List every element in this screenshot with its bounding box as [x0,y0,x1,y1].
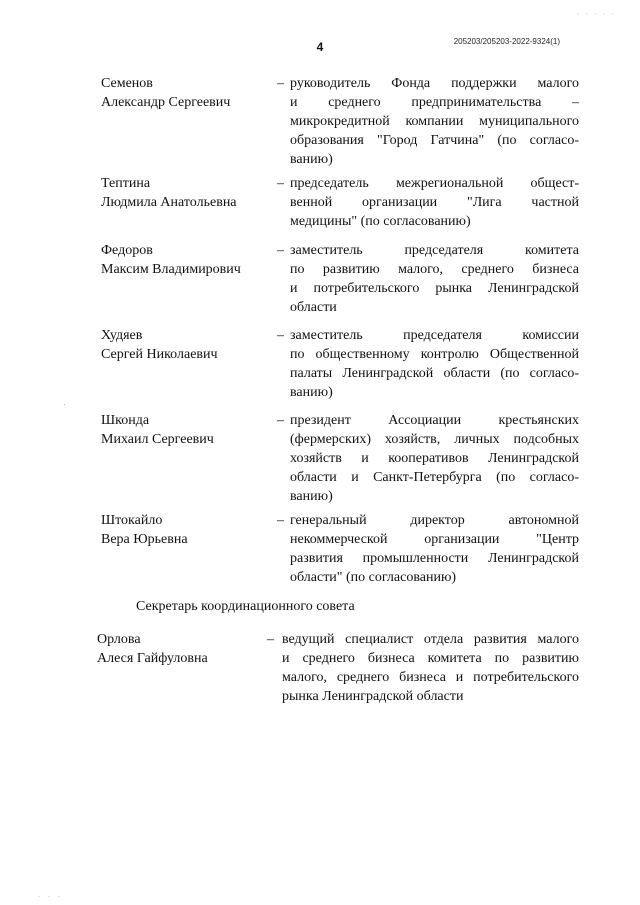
member-given-names: Сергей Николаевич [101,347,218,362]
role-line: генеральный директор автономной [290,513,579,528]
role-line: заместитель председателя комитета [290,243,579,258]
role-line: ванию) [290,489,333,504]
dash-separator: – [277,513,284,528]
role-line: руководитель Фонда поддержки малого [290,76,579,91]
member-role [290,241,579,317]
role-line: (фермерских) хозяйств, личных подсобных [290,432,579,447]
member-role [290,74,579,169]
scan-speck [64,404,65,405]
role-line: ванию) [290,385,333,400]
secretary-role [282,630,579,706]
scan-corner-mark: · · · · · [576,10,616,19]
member-name [101,411,271,449]
member-name [101,241,271,279]
role-line: области [290,300,337,315]
member-surname: Тептина [101,176,151,191]
member-role [290,511,579,587]
role-line: медицины" (по согласованию) [290,214,471,229]
secretary-surname: Орлова [97,632,141,647]
scan-bottom-mark: . . . [38,890,63,899]
role-line: микрокредитной компании муниципального [290,114,579,129]
dash-separator: – [267,632,274,647]
role-line: развития промышленности Ленинградской [290,551,579,566]
secretary-name [97,630,267,668]
role-line: и среднего бизнеса комитета по развитию [282,651,579,666]
member-given-names: Максим Владимирович [101,262,241,277]
member-role [290,411,579,506]
role-line: президент Ассоциации крестьянских [290,413,579,428]
member-given-names: Александр Сергеевич [101,95,231,110]
member-surname: Штокайло [101,513,163,528]
dash-separator: – [277,243,284,258]
member-surname: Семенов [101,76,153,91]
role-line: ванию) [290,152,333,167]
member-surname: Федоров [101,243,153,258]
role-line: некоммерческой организации "Центр [290,532,579,547]
member-name [101,511,271,549]
role-line: венной организации "Лига частной [290,195,579,210]
dash-separator: – [277,76,284,91]
member-given-names: Вера Юрьевна [101,532,188,547]
member-surname: Худяев [101,328,143,343]
document-reference: 205203/205203-2022-9324(1) [453,37,560,46]
role-line: палаты Ленинградской области (по согласо- [290,366,579,381]
secretary-heading: Секретарь координационного совета [136,599,355,614]
role-line: образования "Город Гатчина" (по согласо- [290,133,579,148]
member-name [101,174,271,212]
role-line: председатель межрегиональной общест- [290,176,579,191]
role-line: и потребительского рынка Ленинградской [290,281,579,296]
member-role [290,326,579,402]
role-line: заместитель председателя комиссии [290,328,579,343]
member-surname: Шконда [101,413,150,428]
member-name [101,74,271,112]
page-number: 4 [316,40,324,54]
role-line: малого, среднего бизнеса и потребительского [282,670,579,685]
member-name [101,326,271,364]
secretary-given-names: Алеся Гайфуловна [97,651,208,666]
role-line: ведущий специалист отдела развития малого [282,632,579,647]
dash-separator: – [277,176,284,191]
dash-separator: – [277,413,284,428]
role-line: и среднего предпринимательства – [290,95,579,110]
role-line: области" (по согласованию) [290,570,457,585]
member-given-names: Людмила Анатольевна [101,195,237,210]
member-given-names: Михаил Сергеевич [101,432,214,447]
role-line: по общественному контролю Общественной [290,347,579,362]
role-line: рынка Ленинградской области [282,689,464,704]
role-line: области и Санкт-Петербурга (по согласо- [290,470,579,485]
role-line: по развитию малого, среднего бизнеса [290,262,579,277]
member-role [290,174,579,231]
role-line: хозяйств и кооперативов Ленинградской [290,451,579,466]
dash-separator: – [277,328,284,343]
